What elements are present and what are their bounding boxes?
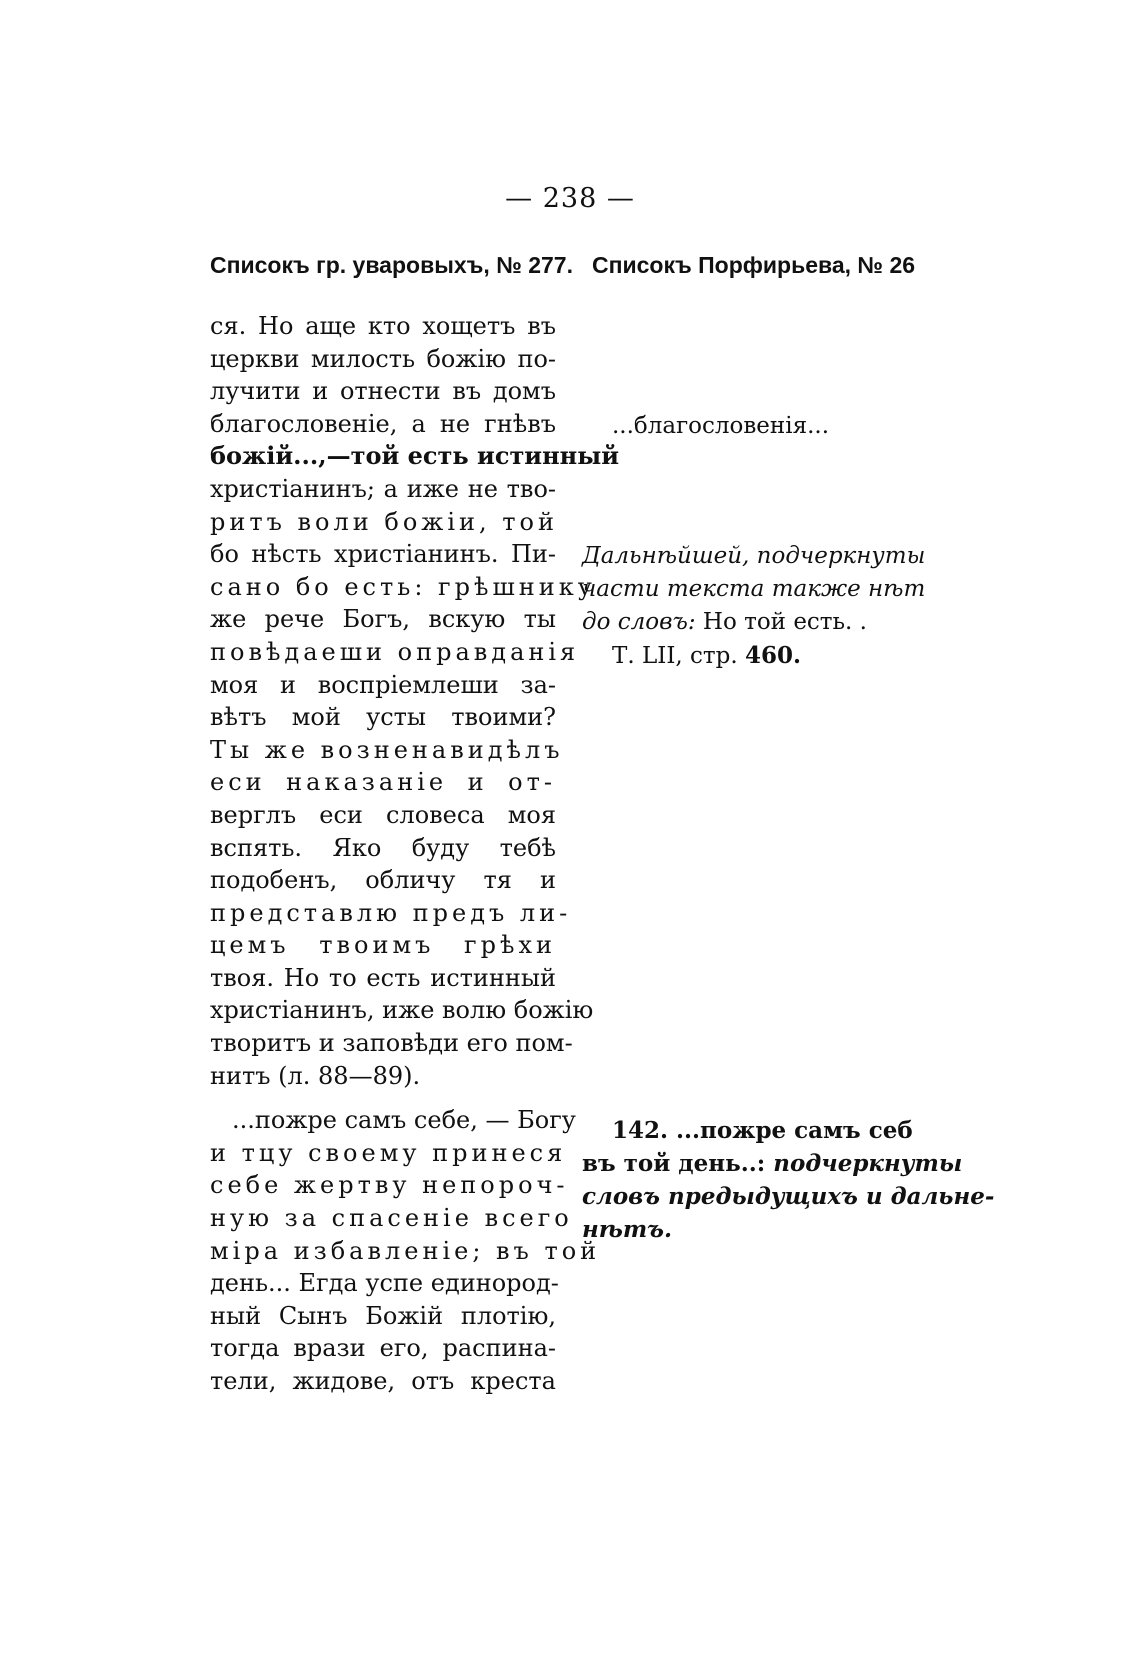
text-line: христiанинъ; а иже не тво-: [210, 474, 556, 503]
note-further-line: части текста также нѣт: [582, 576, 926, 602]
note-142-line: [582, 1147, 962, 1181]
note-ref-plain: Т. LII, стр.: [612, 643, 745, 669]
text-line: еси наказанiе и от-: [210, 768, 556, 797]
column-heading-right: Списокъ Порфирьева, № 26: [592, 252, 916, 278]
text-line: сано бо есть: грѣшнику: [210, 572, 596, 601]
text-line: ную за спасенiе всего: [210, 1204, 573, 1233]
text-line: христiанинъ, иже волю божiю: [210, 996, 594, 1025]
text-line: ный Сынъ Божiй плотiю,: [210, 1301, 556, 1330]
note-further-line: [582, 606, 867, 639]
text-line: бо нѣсть христiанинъ. Пи-: [210, 540, 556, 569]
text-line: ритъ воли божiи, той: [210, 507, 558, 536]
text-line: твоя. Но то есть истинный: [210, 963, 556, 992]
text-line: Ты же возненавидѣлъ: [210, 735, 564, 764]
note-142-line: словъ предыдущихъ и дальне-: [582, 1183, 995, 1210]
text-line: вспять. Яко буду тебѣ: [210, 833, 556, 862]
note-further-line: Дальнѣйшей, подчеркнуты: [582, 543, 926, 569]
text-line: день... Егда успе единород-: [210, 1269, 559, 1298]
text-line: ...пожре самъ себе, — Богу: [232, 1106, 576, 1135]
text-line: благословенiе, а не гнѣвъ: [210, 409, 556, 438]
text-line: нитъ (л. 88—89).: [210, 1061, 421, 1090]
note-italic-part: подчеркнуты: [773, 1150, 963, 1177]
text-line: творитъ и заповѣди его пом-: [210, 1029, 573, 1058]
text-line: же рече Богъ, вскую ты: [210, 605, 556, 634]
note-plain-part: въ той день..:: [582, 1150, 774, 1177]
text-line: моя и воспрiемлеши за-: [210, 670, 556, 699]
text-line: повѣдаеши оправданiя: [210, 637, 580, 666]
text-line: тогда врази его, распина-: [210, 1334, 556, 1363]
note-italic-part: до словъ:: [582, 609, 696, 635]
text-line: себе жертву непороч-: [210, 1171, 569, 1200]
text-line: мiра избавленiе; въ той: [210, 1236, 601, 1265]
note-ref-bold: 460.: [744, 642, 802, 669]
page-number: — 238 —: [505, 183, 635, 214]
text-line: божiй...,—той есть истинный: [210, 441, 620, 471]
paragraph-2: [210, 1104, 601, 1397]
text-line: тели, жидове, отъ креста: [210, 1367, 556, 1395]
text-line: вѣтъ мой усты твоими?: [210, 703, 556, 732]
text-line: ся. Но аще кто хощетъ въ: [210, 312, 556, 340]
text-line: лучити и отнести въ домъ: [210, 377, 556, 406]
text-line: представлю предъ ли-: [210, 898, 572, 927]
note-plain-part: Но той есть. .: [695, 609, 867, 635]
text-line: подобенъ, обличу тя и: [210, 866, 556, 895]
text-line: и тцу своему принеся: [210, 1138, 567, 1167]
left-column-text: [210, 310, 620, 1398]
column-heading-left: Списокъ гр. уваровыхъ, № 277.: [210, 252, 573, 278]
note-blessing: ...благословенiя...: [612, 413, 830, 439]
note-142-line: нѣтъ.: [582, 1216, 672, 1243]
text-line: церкви милость божiю по-: [210, 344, 556, 373]
text-line: верглъ еси словеса моя: [210, 800, 556, 829]
paragraph-1: [210, 310, 620, 1092]
note-142-line: 142. ...пожре самъ себ: [612, 1117, 913, 1144]
text-line: цемъ твоимъ грѣхи: [210, 931, 556, 960]
note-reference: [612, 639, 801, 673]
